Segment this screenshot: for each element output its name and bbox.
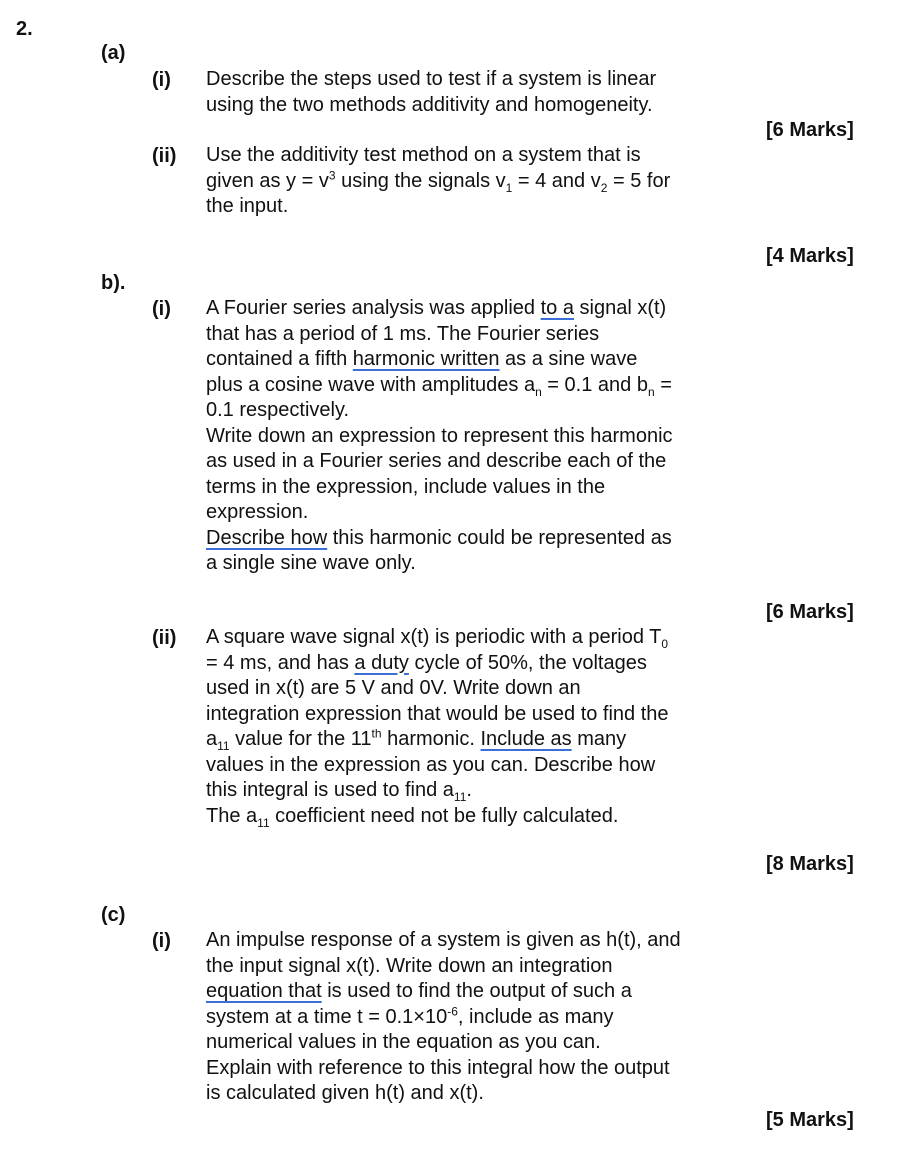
text-line: integration expression that would be used to find the [206, 702, 669, 725]
text-line: that has a period of 1 ms. The Fourier series [206, 322, 600, 345]
text-line: as used in a Fourier series and describe each of the [206, 450, 667, 472]
part-c-i-marks: [5 Marks] [766, 1109, 854, 1131]
text-line: 0.1 respectively. [206, 399, 350, 421]
text-line: system at a time $t = 0.1\times 10^{-6}$, include as many [206, 1003, 614, 1028]
text-line: Describe the steps used to test if a system is linear [206, 68, 657, 90]
text-line: The $a_{11}$ coefficient need not be fully calculated. [206, 804, 619, 830]
spellcheck-underline: Include as [480, 728, 572, 750]
text-line: is calculated given h(t) and x(t). [206, 1082, 484, 1104]
text-line: the input signal x(t). Write down an integration [206, 954, 613, 977]
text-line: this integral is used to find $a_{11}$. [206, 779, 472, 804]
part-a-i-marks: [6 Marks] [766, 119, 854, 141]
text-line: A Fourier series analysis was applied to a signal x(t) [206, 297, 667, 319]
text-line: An impulse response of a system is given as h(t), and [206, 929, 681, 951]
part-b-ii-label: (ii) [152, 627, 177, 649]
text-line: contained a fifth harmonic written as a sine wave [206, 348, 638, 370]
text-line: expression. [206, 501, 309, 523]
part-b-ii-text [206, 625, 669, 829]
part-c-i-label: (i) [152, 930, 171, 952]
text-line: $a_{11}$ value for the 11th harmonic. Include as many [206, 726, 627, 753]
spellcheck-underline: a duty [354, 651, 409, 674]
part-b-i-label: (i) [152, 298, 171, 320]
text-line: used in x(t) are 5 V and 0V. Write down an [206, 677, 581, 699]
text-line: values in the expression as you can. Describe how [206, 753, 656, 776]
part-a-label: (a) [101, 42, 126, 64]
spellcheck-underline: to a [540, 297, 574, 319]
part-b-i-text [206, 296, 673, 577]
part-c-label: (c) [101, 904, 126, 926]
question-number: 2. [16, 18, 33, 40]
part-a-ii-marks: [4 Marks] [766, 245, 854, 267]
text-line: plus a cosine wave with amplitudes $a_n = 0.1$ and $b_n$ = [206, 373, 672, 399]
text-line: the input. [206, 195, 289, 217]
part-a-ii-text [206, 143, 670, 220]
part-b-ii-marks: [8 Marks] [766, 853, 854, 875]
text-line: using the two methods additivity and homogeneity. [206, 93, 653, 116]
text-line: Describe how this harmonic could be represented as [206, 526, 672, 549]
text-line: given as $y = v^3$ using the signals $v_1 = 4$ and $v_2 = 5$ for [206, 167, 671, 195]
spellcheck-underline: Describe how [206, 526, 328, 549]
part-b-label: b). [101, 272, 126, 294]
part-b-i-marks: [6 Marks] [766, 601, 854, 623]
text-line: terms in the expression, include values in the [206, 475, 606, 498]
spellcheck-underline: harmonic written [352, 348, 500, 370]
part-a-i-label: (i) [152, 69, 171, 91]
text-line: equation that is used to find the output of such a [206, 980, 632, 1002]
text-line: numerical values in the equation as you can. [206, 1031, 601, 1053]
text-line: a single sine wave only. [206, 552, 416, 574]
text-line: = 4 ms, and has a duty cycle of 50%, the voltages [206, 651, 647, 674]
text-line: Explain with reference to this integral how the output [206, 1056, 670, 1079]
part-a-i-text [206, 67, 656, 118]
text-line: A square wave signal x(t) is periodic with a period $T_0$ [206, 626, 669, 651]
spellcheck-underline: equation that [206, 980, 322, 1002]
part-c-i-text [206, 928, 681, 1107]
text-line: Write down an expression to represent this harmonic [206, 424, 673, 447]
text-line: Use the additivity test method on a system that is [206, 144, 641, 166]
part-a-ii-label: (ii) [152, 145, 177, 167]
